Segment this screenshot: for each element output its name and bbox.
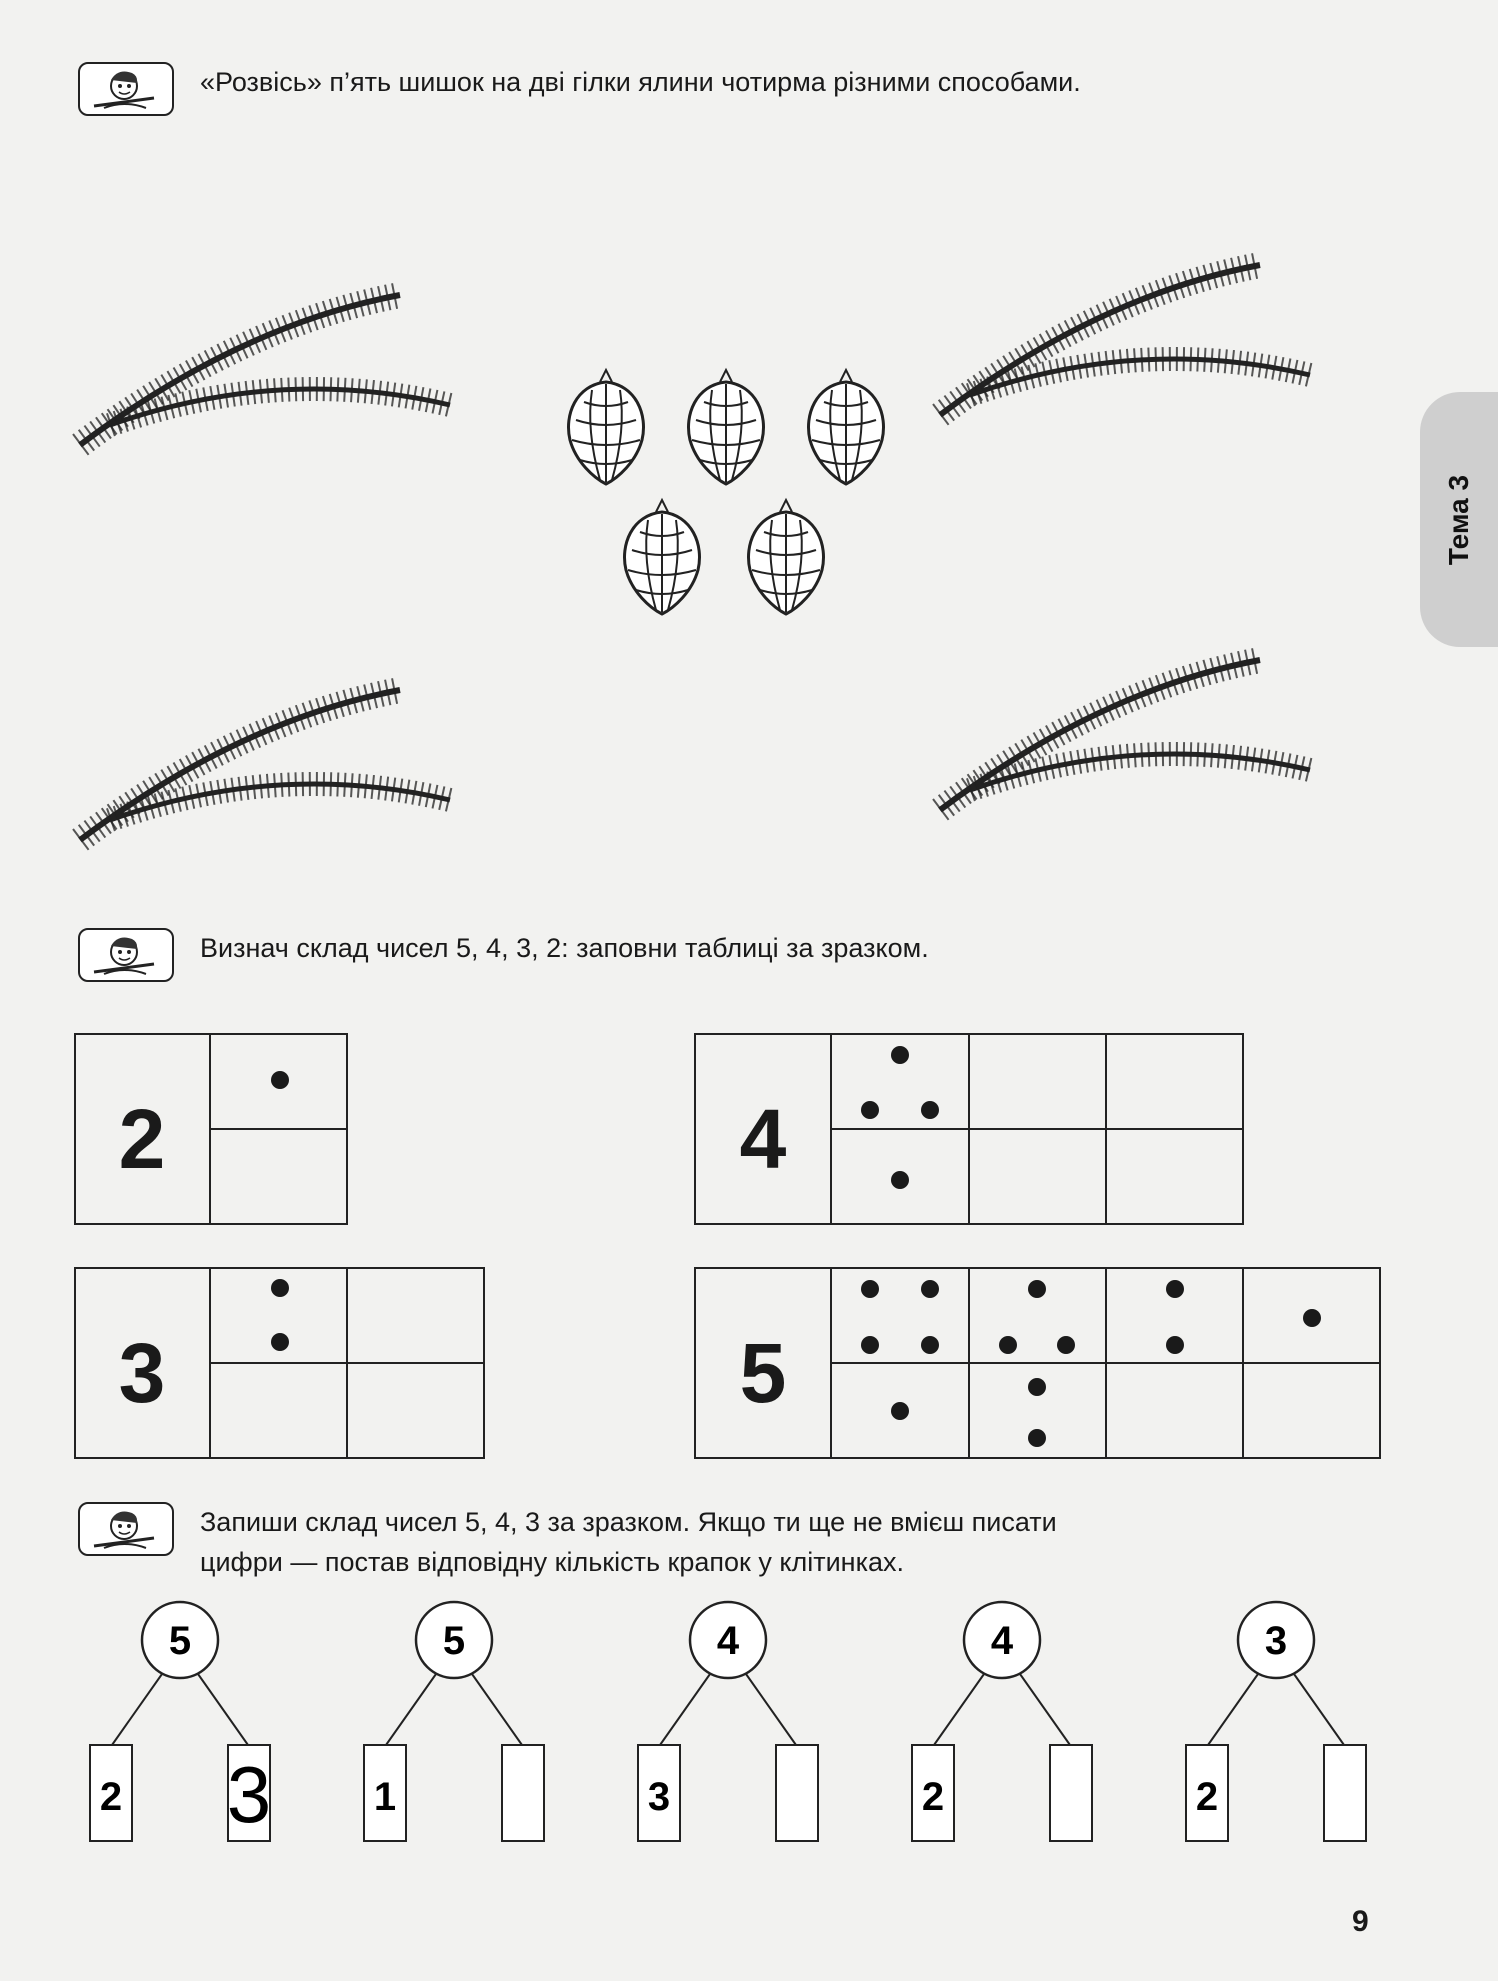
house-left[interactable]: 2	[921, 1775, 945, 1819]
pine-cone	[749, 500, 824, 614]
dot	[891, 1402, 909, 1420]
number-house	[638, 1602, 818, 1841]
dot	[921, 1336, 939, 1354]
house-right-handwritten[interactable]: 3	[226, 1750, 272, 1839]
composition-tables	[0, 1000, 1498, 1470]
pine-cone	[809, 370, 884, 484]
table-number-3: 3	[118, 1326, 166, 1420]
pencil-boy-icon	[78, 62, 174, 116]
house-total: 4	[716, 1619, 740, 1663]
house-total: 4	[990, 1619, 1014, 1663]
number-house	[364, 1602, 544, 1841]
dot	[1303, 1309, 1321, 1327]
pencil-boy-icon	[78, 1502, 174, 1556]
dot	[999, 1336, 1017, 1354]
branches-and-cones-illustration	[0, 150, 1498, 870]
pine-cone	[689, 370, 764, 484]
number-house	[90, 1602, 271, 1841]
dot	[861, 1336, 879, 1354]
house-left[interactable]: 3	[647, 1775, 671, 1819]
task-2-text: Визнач склад чисел 5, 4, 3, 2: заповни таблиці за зразком.	[200, 933, 929, 963]
task-3-line-2: цифри — постав відповідну кількість крапок у клітинках.	[200, 1547, 904, 1577]
topic-tab-label: Тема 3	[1443, 474, 1474, 565]
spruce-branch-top-left	[80, 295, 450, 445]
pencil-boy-icon	[78, 928, 174, 982]
number-house	[1186, 1602, 1366, 1841]
table-number-5: 5	[739, 1326, 787, 1420]
dot	[1028, 1429, 1046, 1447]
house-total: 5	[168, 1619, 192, 1663]
dot	[891, 1171, 909, 1189]
spruce-branch-bottom-right	[940, 660, 1310, 810]
dot	[921, 1101, 939, 1119]
task-3	[78, 1502, 1057, 1582]
house-total: 5	[442, 1619, 466, 1663]
task-2	[78, 928, 929, 982]
number-houses	[0, 1600, 1498, 1860]
house-left[interactable]: 2	[99, 1775, 123, 1819]
house-total: 3	[1264, 1619, 1288, 1663]
house-left[interactable]: 2	[1195, 1775, 1219, 1819]
page-number: 9	[1352, 1905, 1369, 1938]
task-3-text	[200, 1502, 1057, 1582]
table-number-2: 2	[118, 1092, 166, 1186]
dot	[1028, 1280, 1046, 1298]
pine-cone	[569, 370, 644, 484]
task-1-text: «Розвісь» п’ять шишок на дві гілки ялини чотирма різними способами.	[200, 67, 1081, 97]
spruce-branch-bottom-left	[80, 690, 450, 840]
table-number-4: 4	[739, 1092, 787, 1186]
dot	[271, 1333, 289, 1351]
dot	[861, 1280, 879, 1298]
task-1	[78, 62, 1081, 116]
spruce-branch-top-right	[940, 265, 1310, 415]
dot	[1166, 1336, 1184, 1354]
pine-cone	[625, 500, 700, 614]
dot	[861, 1101, 879, 1119]
table-grid-2	[75, 1034, 347, 1224]
dot	[891, 1046, 909, 1064]
dot	[271, 1279, 289, 1297]
dot	[271, 1071, 289, 1089]
number-house	[912, 1602, 1092, 1841]
task-3-line-1: Запиши склад чисел 5, 4, 3 за зразком. Якщо ти ще не вмієш писати	[200, 1507, 1057, 1537]
house-left[interactable]: 1	[373, 1775, 397, 1819]
dot	[1028, 1378, 1046, 1396]
dot	[1057, 1336, 1075, 1354]
dot	[921, 1280, 939, 1298]
dot	[1166, 1280, 1184, 1298]
